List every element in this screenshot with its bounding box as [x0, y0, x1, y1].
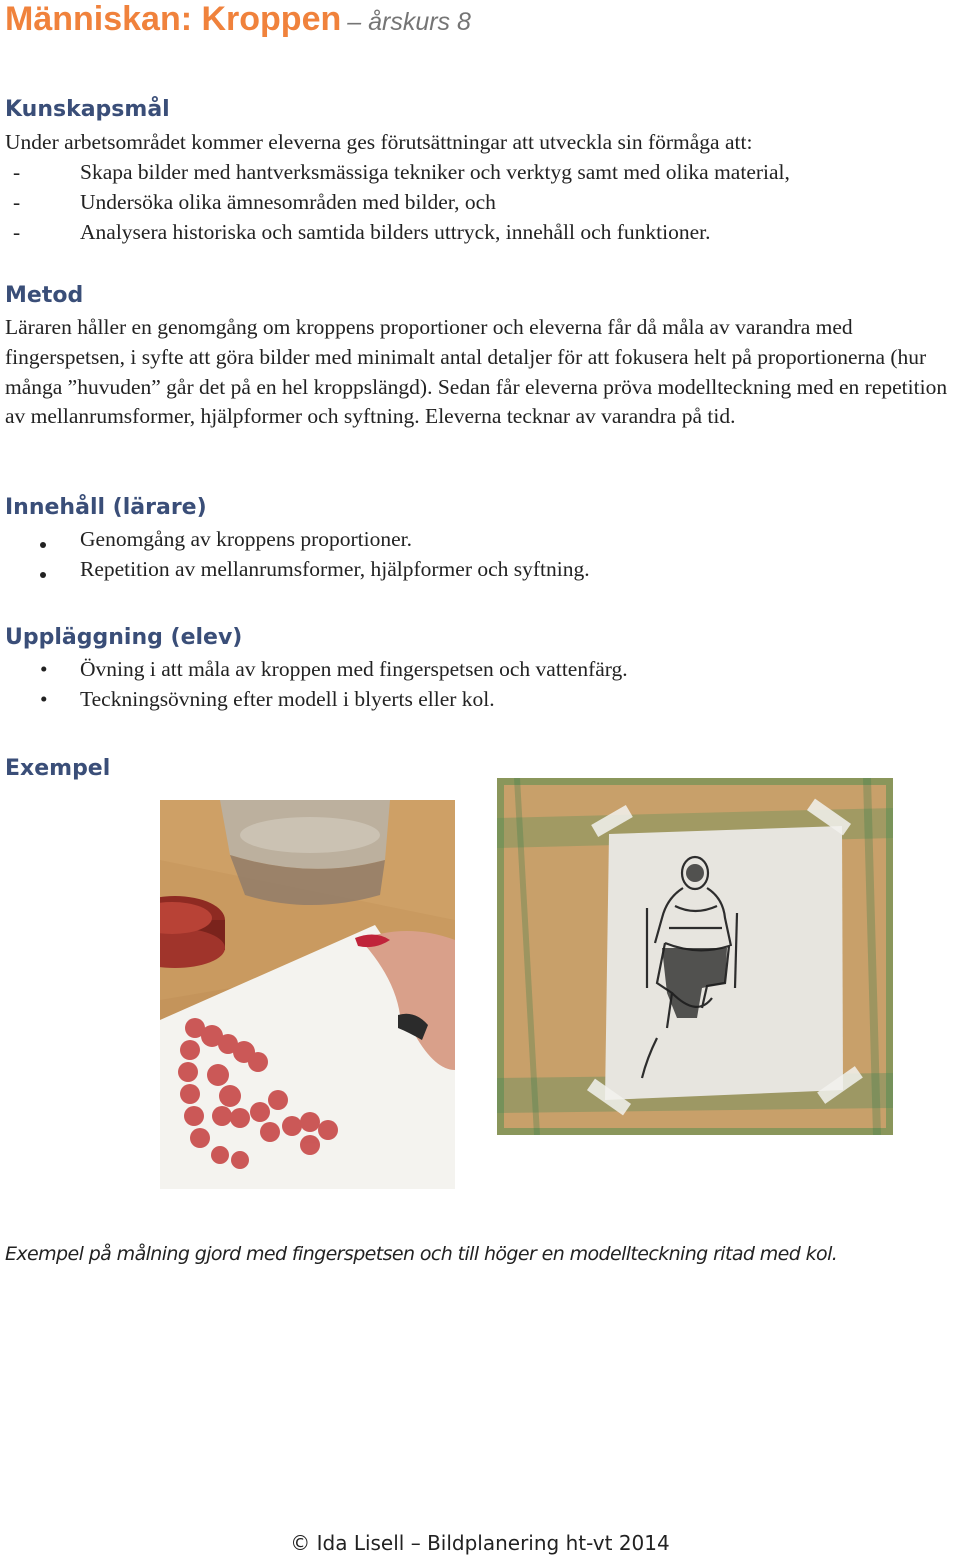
bullet-dot: • — [40, 657, 48, 681]
list-item: Analysera historiska och samtida bilders uttryck, innehåll och funktioner. — [80, 220, 711, 244]
finger-painting-photo — [160, 800, 455, 1189]
list-item: Teckningsövning efter modell i blyerts eller kol. — [80, 687, 495, 711]
title-main: Människan: Kroppen — [5, 0, 342, 38]
figure-caption: Exempel på målning gjord med fingerspetsen och till höger en modellteckning ritad med kol. — [5, 1243, 838, 1265]
bullet-dot — [40, 542, 46, 548]
page-footer: © Ida Lisell – Bildplanering ht-vt 2014 — [290, 1531, 670, 1555]
charcoal-drawing-photo — [497, 778, 893, 1135]
heading-metod: Metod — [5, 283, 84, 308]
list-dash: - — [13, 160, 21, 184]
heading-upplaggning: Uppläggning (elev) — [5, 625, 243, 650]
metod-paragraph: Läraren håller en genomgång om kroppens proportioner och eleverna får då måla av varandra med fingerspetsen, i syfte att göra bilder med minimalt antal detaljer för att fokusera helt på proportionerna (hur många ”huvuden” går det på en hel kroppslängd). Sedan får eleverna pröva modellteckning med en repetition av mellanrumsformer, hjälpformer och syftning. Eleverna tecknar av varandra på tid. — [5, 315, 948, 429]
list-dash: - — [13, 220, 21, 244]
list-item: Skapa bilder med hantverksmässiga tekniker och verktyg samt med olika material, — [80, 160, 790, 184]
heading-exempel: Exempel — [5, 756, 111, 781]
list-item: Övning i att måla av kroppen med fingerspetsen och vattenfärg. — [80, 657, 628, 681]
title-grade: – årskurs 8 — [347, 8, 471, 36]
list-dash: - — [13, 190, 21, 214]
heading-kunskapsmal: Kunskapsmål — [5, 97, 170, 122]
kunskapsmal-intro: Under arbetsområdet kommer eleverna ges förutsättningar att utveckla sin förmåga att: — [5, 130, 753, 154]
bullet-dot — [40, 572, 46, 578]
page-title — [5, 0, 471, 39]
list-item: Genomgång av kroppens proportioner. — [80, 527, 412, 551]
bullet-dot: • — [40, 687, 48, 711]
heading-innehall: Innehåll (lärare) — [5, 495, 207, 520]
list-item: Repetition av mellanrumsformer, hjälpformer och syftning. — [80, 557, 590, 581]
list-item: Undersöka olika ämnesområden med bilder, och — [80, 190, 496, 214]
